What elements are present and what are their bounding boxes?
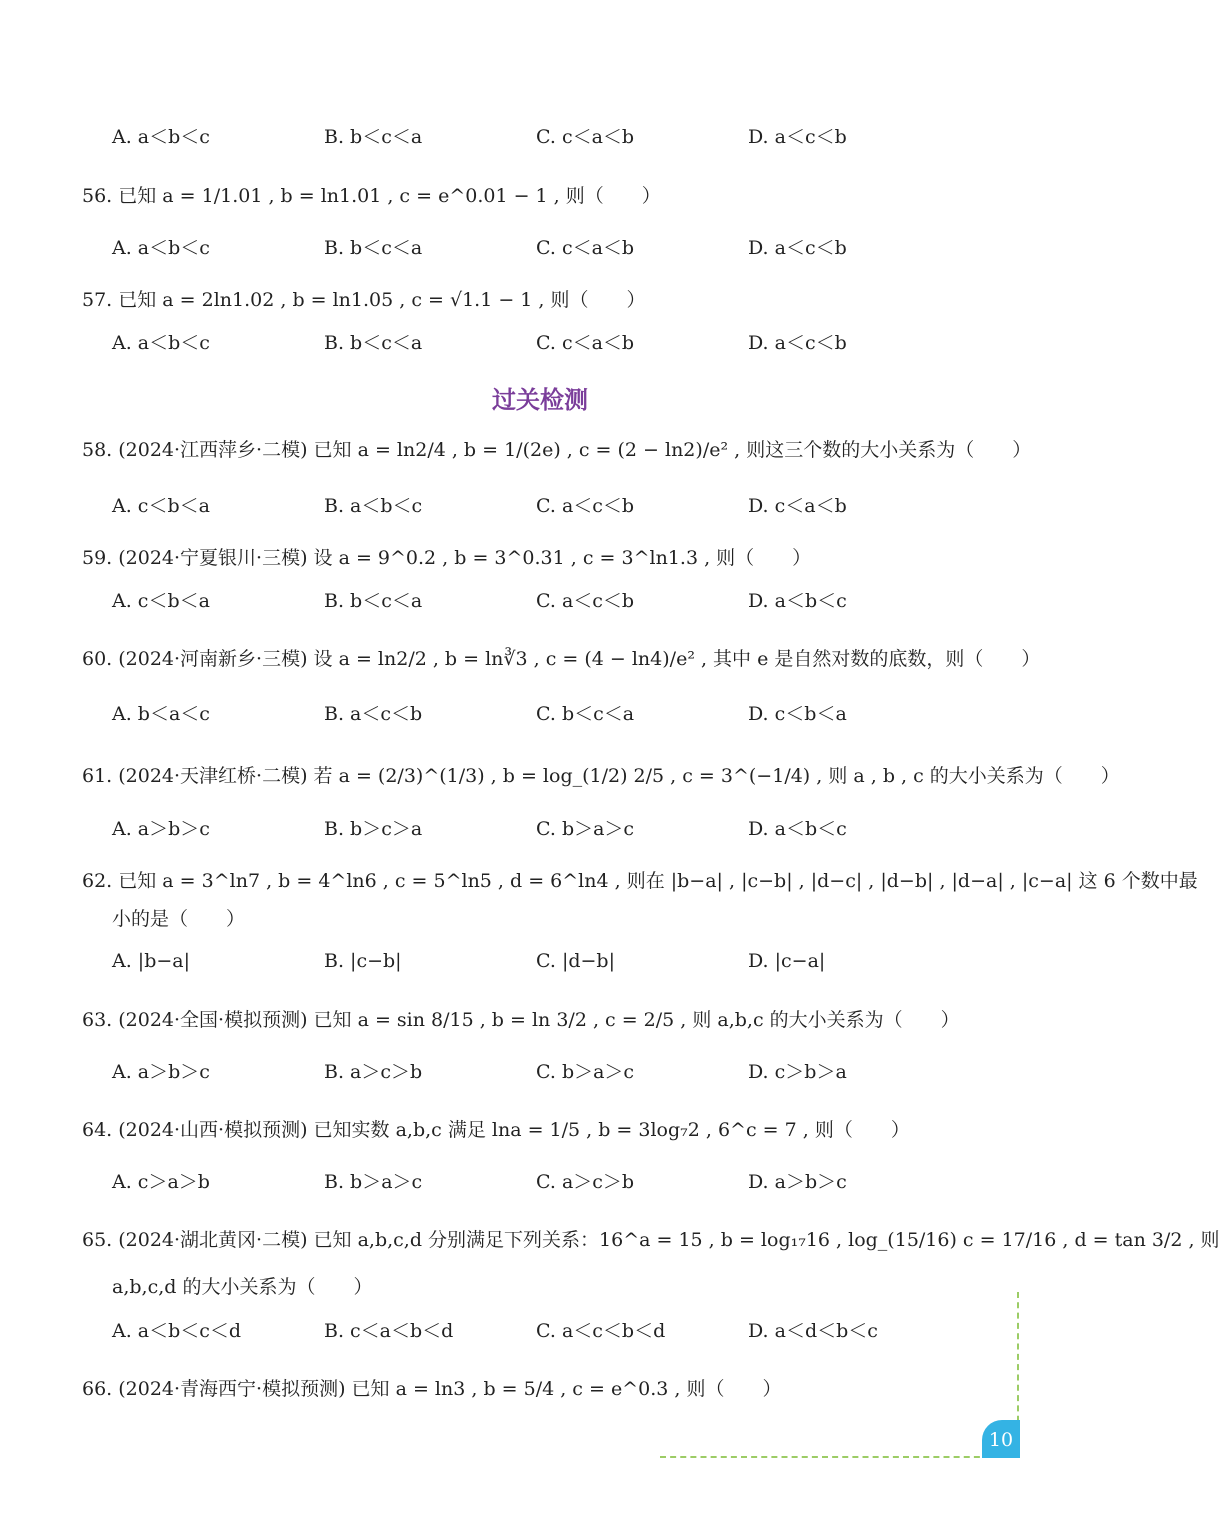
page-frame-vertical bbox=[1017, 1292, 1019, 1432]
question-65: 65. (2024·湖北黄冈·二模) 已知 a,b,c,d 分别满足下列关系：16^a = 15 , b = log₁₇16 , log_(15/16) c = 17/16 , d = tan 3/2 , 则 bbox=[82, 1229, 1220, 1251]
options-q58 bbox=[112, 493, 962, 519]
option-c: C. c＜a＜b bbox=[536, 237, 635, 259]
option-d: D. c＞b＞a bbox=[748, 1061, 847, 1083]
option-a: A. a＜b＜c bbox=[112, 332, 210, 354]
question-60: 60. (2024·河南新乡·三模) 设 a = ln2/2 , b = ln∛3 , c = (4 − ln4)/e² , 其中 e 是自然对数的底数，则（ ） bbox=[82, 648, 1041, 670]
option-a: A. c＜b＜a bbox=[112, 495, 210, 517]
option-d: D. c＜a＜b bbox=[748, 495, 847, 517]
question-56: 56. 已知 a = 1/1.01 , b = ln1.01 , c = e^0.01 − 1 , 则（ ） bbox=[82, 185, 661, 207]
option-b: B. b＜c＜a bbox=[324, 126, 423, 148]
question-59: 59. (2024·宁夏银川·三模) 设 a = 9^0.2 , b = 3^0.31 , c = 3^ln1.3 , 则（ ） bbox=[82, 547, 812, 569]
options-q55 bbox=[112, 124, 962, 150]
option-d: D. a＜b＜c bbox=[748, 818, 847, 840]
options-q59 bbox=[112, 588, 962, 614]
question-61: 61. (2024·天津红桥·二模) 若 a = (2/3)^(1/3) , b = log_(1/2) 2/5 , c = 3^(−1/4) , 则 a , b , c 的大小关系为（ ） bbox=[82, 765, 1120, 787]
options-q63 bbox=[112, 1059, 962, 1085]
option-b: B. b＜c＜a bbox=[324, 332, 423, 354]
option-d: D. c＜b＜a bbox=[748, 703, 847, 725]
question-62: 62. 已知 a = 3^ln7 , b = 4^ln6 , c = 5^ln5 , d = 6^ln4 , 则在 |b−a| , |c−b| , |d−c| , |d−b| , |d−a| , |c−a| 这 6 个数中最 bbox=[82, 870, 1198, 892]
option-b: B. |c−b| bbox=[324, 950, 402, 972]
page-number: 10 bbox=[982, 1420, 1020, 1458]
option-b: B. c＜a＜b＜d bbox=[324, 1320, 454, 1342]
option-c: C. a＜c＜b bbox=[536, 590, 635, 612]
options-q65 bbox=[112, 1318, 962, 1344]
option-a: A. a＜b＜c＜d bbox=[112, 1320, 242, 1342]
option-c: C. c＜a＜b bbox=[536, 126, 635, 148]
option-c: C. b＞a＞c bbox=[536, 818, 635, 840]
option-d: D. a＜c＜b bbox=[748, 126, 847, 148]
option-b: B. a＜c＜b bbox=[324, 703, 423, 725]
option-c: C. a＞c＞b bbox=[536, 1171, 635, 1193]
option-c: C. c＜a＜b bbox=[536, 332, 635, 354]
question-62-continued: 小的是（ ） bbox=[112, 908, 246, 930]
option-a: A. |b−a| bbox=[112, 950, 191, 972]
question-58: 58. (2024·江西萍乡·二模) 已知 a = ln2/4 , b = 1/(2e) , c = (2 − ln2)/e² , 则这三个数的大小关系为（ ） bbox=[82, 439, 1032, 461]
option-d: D. a＜b＜c bbox=[748, 590, 847, 612]
options-q60 bbox=[112, 701, 962, 727]
option-b: B. b＜c＜a bbox=[324, 590, 423, 612]
option-a: A. b＜a＜c bbox=[112, 703, 210, 725]
option-c: C. |d−b| bbox=[536, 950, 615, 972]
options-q56 bbox=[112, 235, 962, 261]
option-d: D. a＜d＜b＜c bbox=[748, 1320, 878, 1342]
options-q62 bbox=[112, 948, 962, 974]
option-a: A. a＜b＜c bbox=[112, 126, 210, 148]
option-a: A. c＜b＜a bbox=[112, 590, 210, 612]
option-c: C. b＜c＜a bbox=[536, 703, 635, 725]
question-65-continued: a,b,c,d 的大小关系为（ ） bbox=[112, 1276, 373, 1298]
section-title: 过关检测 bbox=[492, 386, 588, 414]
options-q57 bbox=[112, 330, 962, 356]
option-d: D. a＞b＞c bbox=[748, 1171, 847, 1193]
option-b: B. b＞a＞c bbox=[324, 1171, 423, 1193]
options-q64 bbox=[112, 1169, 962, 1195]
option-b: B. b＞c＞a bbox=[324, 818, 423, 840]
question-66: 66. (2024·青海西宁·模拟预测) 已知 a = ln3 , b = 5/4 , c = e^0.3 , 则（ ） bbox=[82, 1378, 782, 1400]
option-a: A. c＞a＞b bbox=[112, 1171, 210, 1193]
option-b: B. a＜b＜c bbox=[324, 495, 423, 517]
question-64: 64. (2024·山西·模拟预测) 已知实数 a,b,c 满足 lna = 1/5 , b = 3log₇2 , 6^c = 7 , 则（ ） bbox=[82, 1119, 910, 1141]
options-q61 bbox=[112, 816, 962, 842]
option-a: A. a＞b＞c bbox=[112, 1061, 210, 1083]
question-57: 57. 已知 a = 2ln1.02 , b = ln1.05 , c = √1.1 − 1 , 则（ ） bbox=[82, 289, 646, 311]
option-b: B. b＜c＜a bbox=[324, 237, 423, 259]
option-d: D. a＜c＜b bbox=[748, 237, 847, 259]
option-c: C. b＞a＞c bbox=[536, 1061, 635, 1083]
option-c: C. a＜c＜b bbox=[536, 495, 635, 517]
option-b: B. a＞c＞b bbox=[324, 1061, 423, 1083]
option-a: A. a＜b＜c bbox=[112, 237, 210, 259]
option-a: A. a＞b＞c bbox=[112, 818, 210, 840]
option-d: D. |c−a| bbox=[748, 950, 826, 972]
page-frame-horizontal bbox=[660, 1456, 990, 1458]
question-63: 63. (2024·全国·模拟预测) 已知 a = sin 8/15 , b = ln 3/2 , c = 2/5 , 则 a,b,c 的大小关系为（ ） bbox=[82, 1009, 960, 1031]
option-c: C. a＜c＜b＜d bbox=[536, 1320, 666, 1342]
option-d: D. a＜c＜b bbox=[748, 332, 847, 354]
